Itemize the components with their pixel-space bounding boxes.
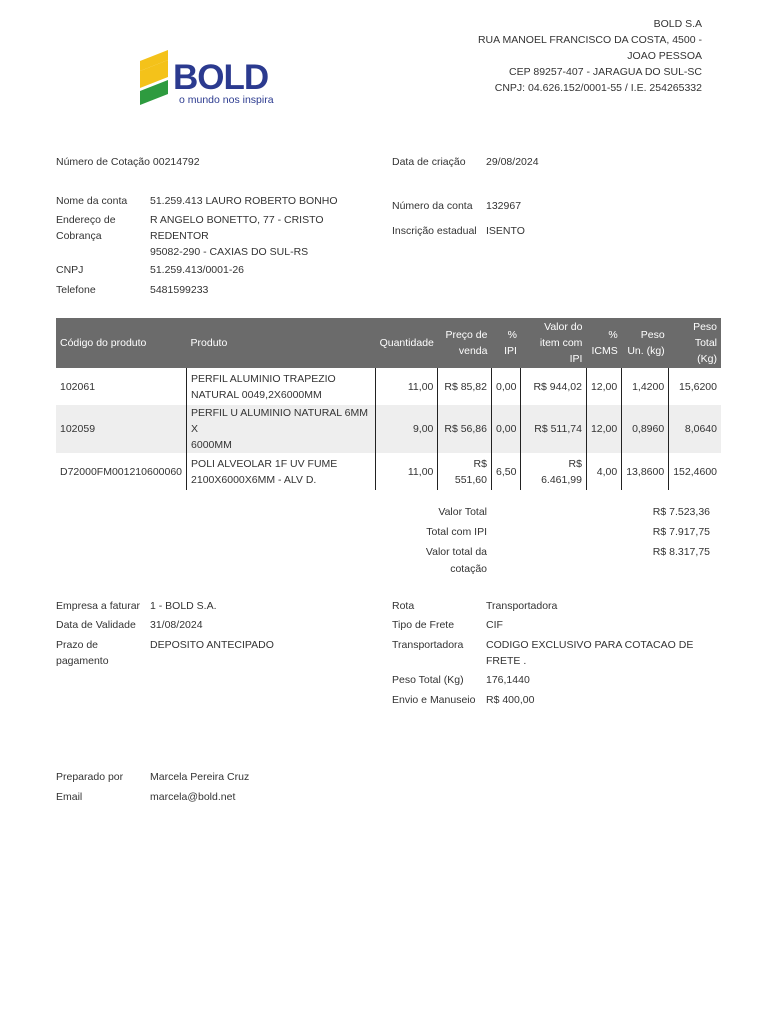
company-address-2: JOAO PESSOA xyxy=(627,50,702,62)
quote-total-label: Valor total da cotação xyxy=(425,546,487,575)
state-registration-value: ISENTO xyxy=(486,225,525,237)
col-qty: Quantidade xyxy=(376,318,438,368)
bold-logo-icon xyxy=(136,47,286,107)
total-ipi-label: Total com IPI xyxy=(426,526,487,538)
carrier-label: Transportadora xyxy=(392,639,464,651)
cell-code: 102061 xyxy=(56,368,187,405)
cell-code: 102059 xyxy=(56,405,187,453)
company-address-1: RUA MANOEL FRANCISCO DA COSTA, 4500 - xyxy=(477,34,702,46)
phone-label: Telefone xyxy=(56,284,96,296)
col-item-value: Valor do item com IPI xyxy=(521,318,587,368)
totals-values xyxy=(600,504,710,561)
cell-icms: 4,00 xyxy=(586,453,621,490)
created-date-value: 29/08/2024 xyxy=(486,156,539,168)
table-row xyxy=(56,453,721,490)
validity-label: Data de Validade xyxy=(56,619,136,631)
cell-item-value: R$ 944,02 xyxy=(521,368,587,405)
quote-total-value: R$ 8.317,75 xyxy=(652,546,710,558)
freight-type-value: CIF xyxy=(486,619,503,631)
company-address-4: CNPJ: 04.626.152/0001-55 / I.E. 254265332 xyxy=(494,82,702,94)
cell-ipi: 6,50 xyxy=(491,453,520,490)
cnpj-label: CNPJ xyxy=(56,264,84,276)
col-weight: Peso Un. (kg) xyxy=(622,318,669,368)
cell-price: R$ 56,86 xyxy=(438,405,492,453)
total-weight-value: 176,1440 xyxy=(486,674,530,686)
cell-item-value: R$ 511,74 xyxy=(521,405,587,453)
cell-total-weight: 152,4600 xyxy=(669,453,721,490)
total-label: Valor Total xyxy=(438,506,487,518)
col-price: Preço de venda xyxy=(438,318,492,368)
prepared-by-value: Marcela Pereira Cruz xyxy=(150,771,250,783)
prepared-by-label: Preparado por xyxy=(56,771,124,783)
billing-address-label: Endereço de Cobrança xyxy=(56,214,116,242)
cell-product: POLI ALVEOLAR 1F UV FUME 2100X6000X6MM - ALV D. xyxy=(187,453,376,490)
cell-icms: 12,00 xyxy=(586,405,621,453)
cell-item-value: R$ 6.461,99 xyxy=(521,453,587,490)
route-value: Transportadora xyxy=(486,600,558,612)
billing-address-value: R ANGELO BONETTO, 77 - CRISTO REDENTOR 95082-290 - CAXIAS DO SUL-RS xyxy=(150,214,324,258)
items-table xyxy=(56,318,721,490)
cell-ipi: 0,00 xyxy=(491,405,520,453)
cell-weight: 13,8600 xyxy=(622,453,669,490)
logo-tagline: o mundo nos inspira xyxy=(179,94,274,106)
cell-qty: 9,00 xyxy=(376,405,438,453)
col-total-weight: Peso Total (Kg) xyxy=(669,318,721,368)
col-code: Código do produto xyxy=(56,318,187,368)
payment-term-label: Prazo de pagamento xyxy=(56,639,109,667)
cell-ipi: 0,00 xyxy=(491,368,520,405)
cell-price: R$ 85,82 xyxy=(438,368,492,405)
account-number-value: 132967 xyxy=(486,200,522,212)
cell-qty: 11,00 xyxy=(376,368,438,405)
total-weight-label: Peso Total (Kg) xyxy=(392,674,464,686)
phone-value: 5481599233 xyxy=(150,284,209,296)
cnpj-value: 51.259.413/0001-26 xyxy=(150,264,245,276)
company-info xyxy=(402,16,702,96)
account-name-label: Nome da conta xyxy=(56,195,128,207)
shipping-label: Envio e Manuseio xyxy=(392,694,476,706)
totals-labels xyxy=(380,504,487,578)
account-number-label: Número da conta xyxy=(392,200,473,212)
created-date-label: Data de criação xyxy=(392,156,466,168)
cell-weight: 0,8960 xyxy=(622,405,669,453)
bold-logo xyxy=(136,47,286,107)
email-label: Email xyxy=(56,791,83,803)
shipping-value: R$ 400,00 xyxy=(486,694,535,706)
cell-total-weight: 15,6200 xyxy=(669,368,721,405)
table-row xyxy=(56,368,721,405)
carrier-value: CODIGO EXCLUSIVO PARA COTACAO DE FRETE . xyxy=(486,639,694,667)
validity-value: 31/08/2024 xyxy=(150,619,203,631)
table-header-row xyxy=(56,318,721,368)
table-row xyxy=(56,405,721,453)
email-value: marcela@bold.net xyxy=(150,791,236,803)
cell-code: D72000FM001210600060 xyxy=(56,453,187,490)
quote-number xyxy=(56,154,200,170)
company-name: BOLD S.A xyxy=(653,18,702,30)
logo-wordmark: BOLD xyxy=(173,58,269,97)
state-registration-label: Inscrição estadual xyxy=(392,225,477,237)
quote-number-label: Número de Cotação xyxy=(56,156,150,168)
billing-company-label: Empresa a faturar xyxy=(56,600,141,612)
col-product: Produto xyxy=(187,318,376,368)
col-icms: % ICMS xyxy=(586,318,621,368)
cell-qty: 11,00 xyxy=(376,453,438,490)
payment-term-value: DEPOSITO ANTECIPADO xyxy=(150,639,274,651)
col-ipi: % IPI xyxy=(491,318,520,368)
cell-weight: 1,4200 xyxy=(622,368,669,405)
company-address-3: CEP 89257-407 - JARAGUA DO SUL-SC xyxy=(509,66,702,78)
account-name-value: 51.259.413 LAURO ROBERTO BONHO xyxy=(150,195,338,207)
total-ipi-value: R$ 7.917,75 xyxy=(652,526,710,538)
cell-icms: 12,00 xyxy=(586,368,621,405)
cell-price: R$ 551,60 xyxy=(438,453,492,490)
total-value: R$ 7.523,36 xyxy=(652,506,710,518)
cell-product: PERFIL ALUMINIO TRAPEZIO NATURAL 0049,2X6000MM xyxy=(187,368,376,405)
freight-type-label: Tipo de Frete xyxy=(392,619,455,631)
billing-company-value: 1 - BOLD S.A. xyxy=(150,600,217,612)
cell-product: PERFIL U ALUMINIO NATURAL 6MM X 6000MM xyxy=(187,405,376,453)
route-label: Rota xyxy=(392,600,415,612)
quote-number-value: 00214792 xyxy=(152,156,200,168)
cell-total-weight: 8,0640 xyxy=(669,405,721,453)
